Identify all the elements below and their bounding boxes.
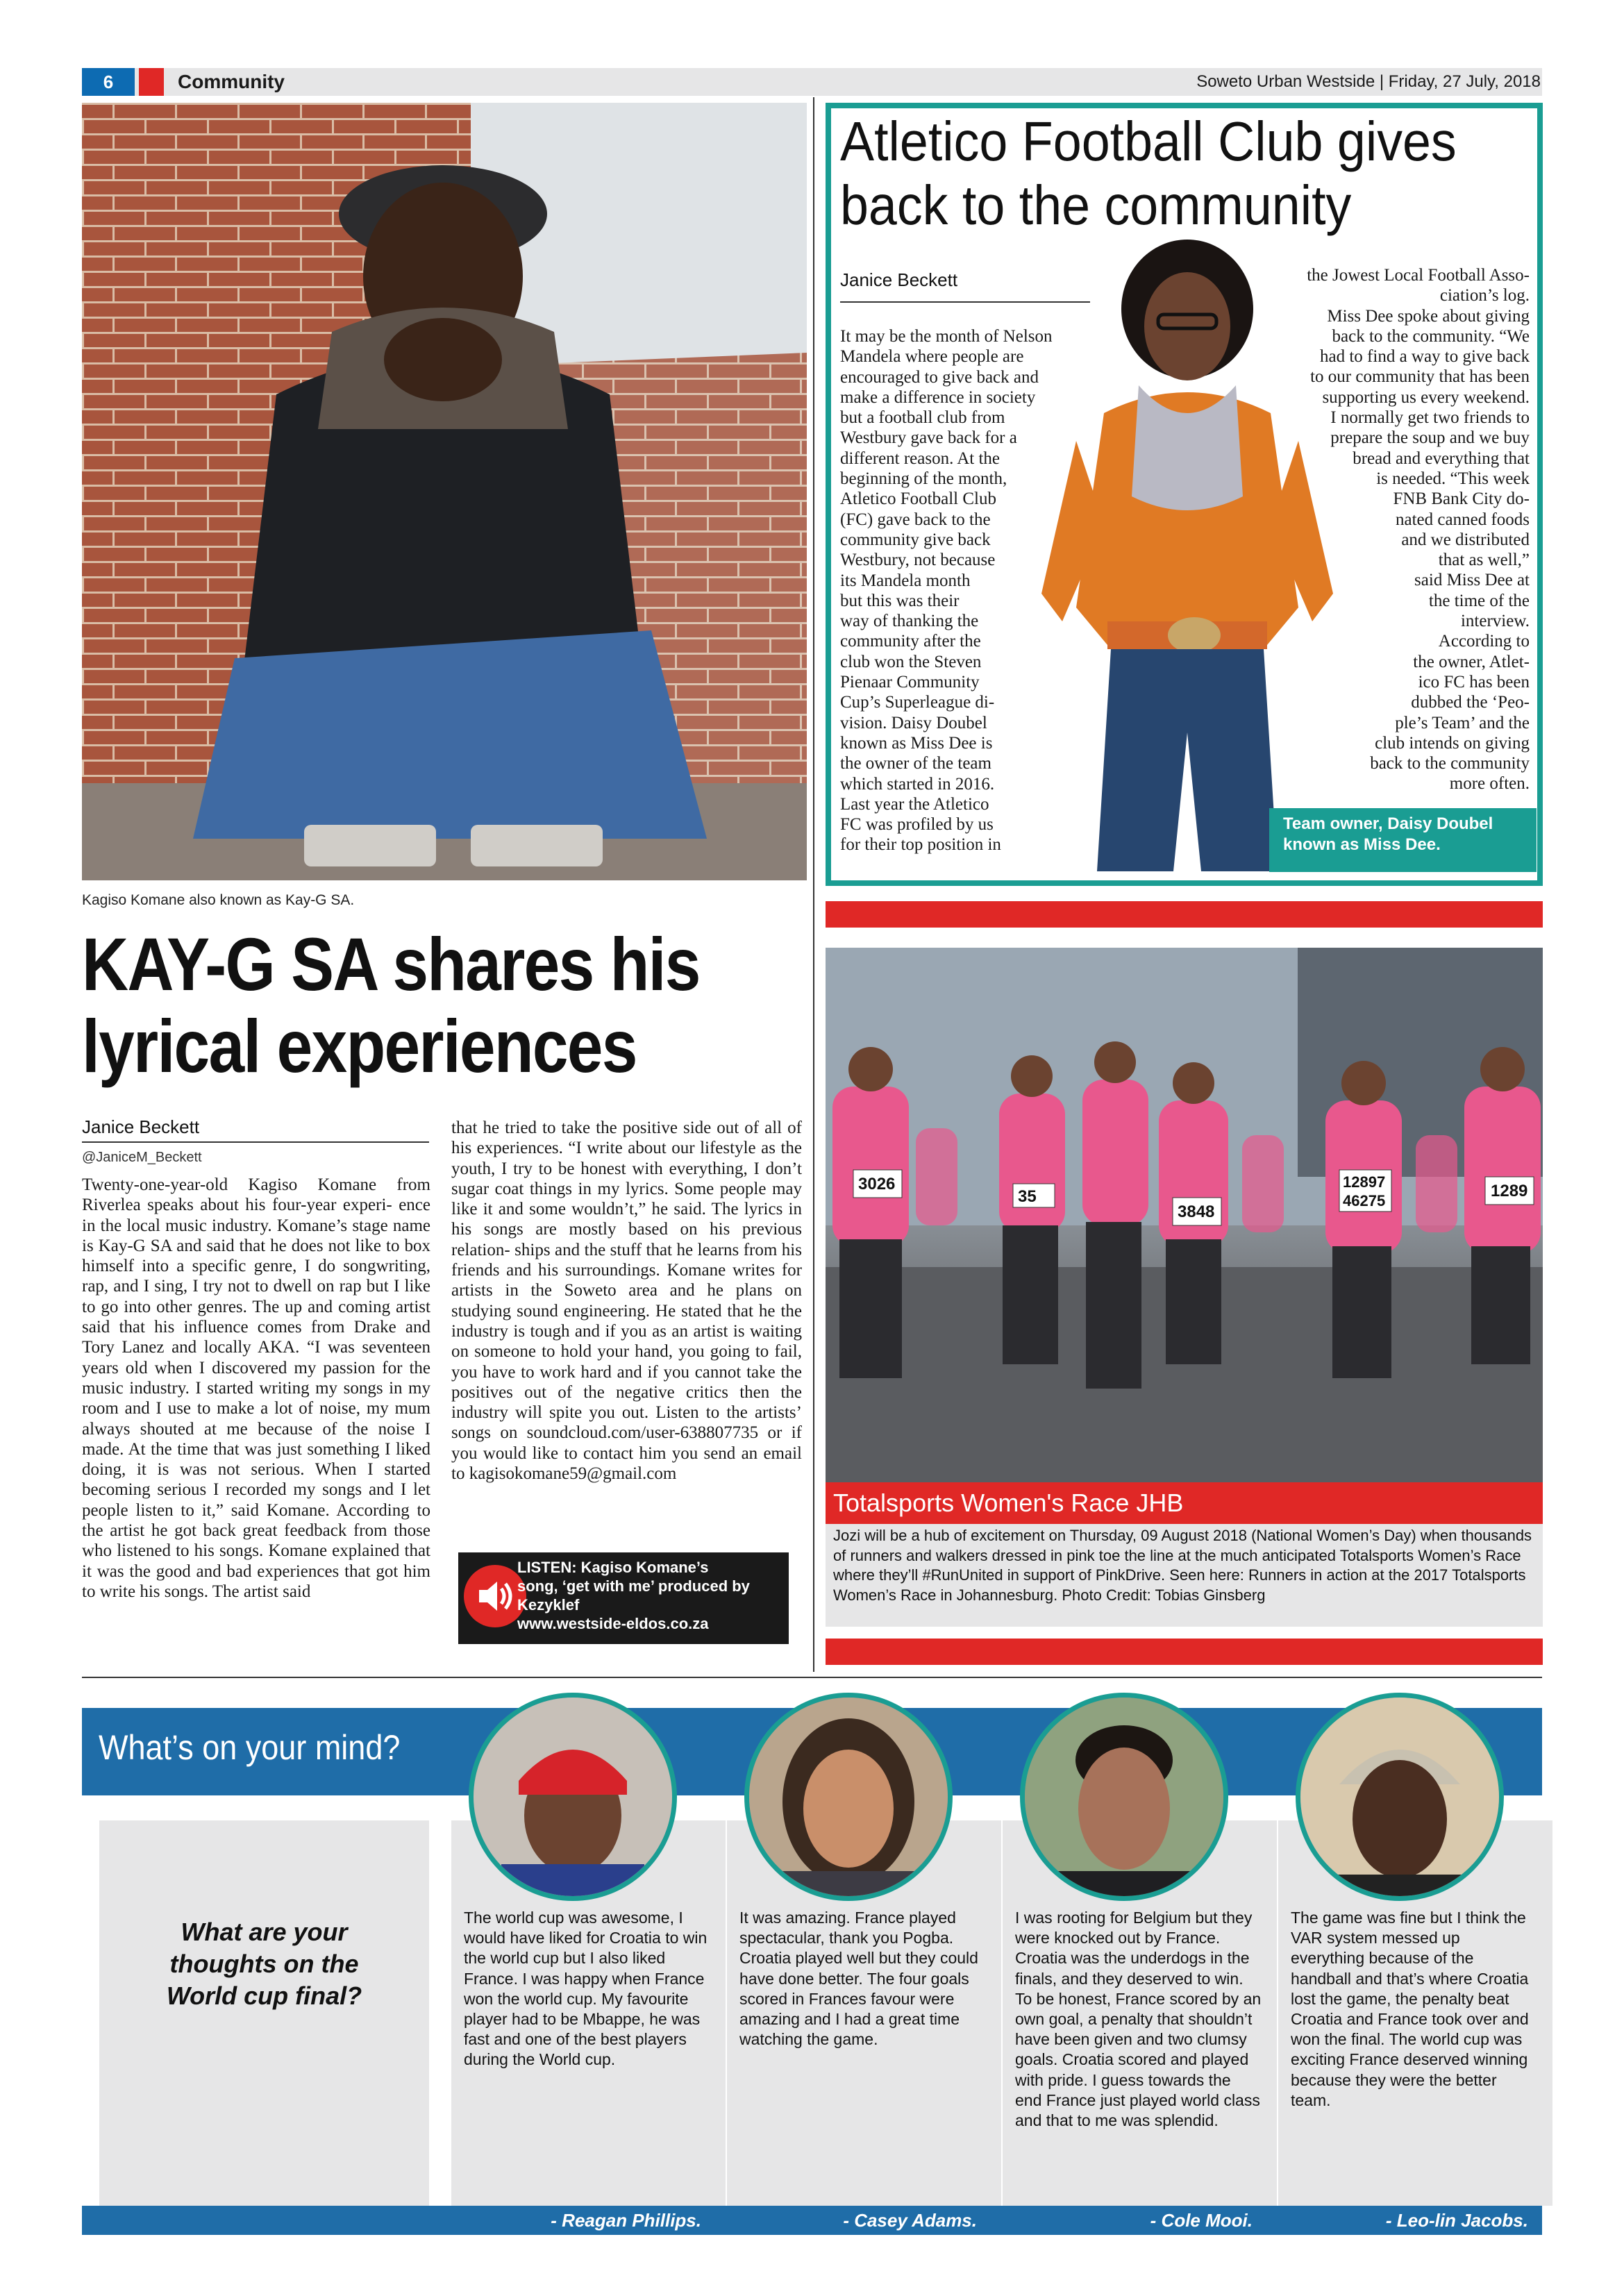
kayg-body-left: Twenty-one-year-old Kagiso Komane from Riverlea speaks about his four-year experi- ence in the local music industry. Komane’s stage name is Kay-G SA and said that he does not like to box himself into a specific genre, I do songwriting, rap, and I sing, I try not to dwell on rap but I like to go into other genres. The up and coming artist said that his influence comes from Drake and Tory Lanez and locally AKA. “I was seventeen years old when I discovered my passion for the music industry. I started writing my songs in my room and I use to make a lot of noise, my mum always shouted at me because of the noise I made. At the time that was just something I liked doing, it is was not serious. When I started becoming serious I recorded my songs and I let people listen to it,” said Komane. According to the artist he got back great feedback from those who listened to his songs. Komane explained that it was the good and bad experiences that got him to write his songs. The artist said xyxy=(82,1175,430,1601)
atletico-headline-line1: Atletico Football Club gives xyxy=(840,110,1457,172)
kayg-photo-caption: Kagiso Komane also known as Kay-G SA. xyxy=(82,892,355,908)
kayg-photo xyxy=(82,103,807,880)
race-photo-illustration xyxy=(826,948,1543,1482)
kayg-byline: Janice Beckett xyxy=(82,1116,200,1137)
race-bottom-bar xyxy=(826,1639,1543,1665)
atletico-headline-line2: back to the community xyxy=(840,174,1352,236)
atletico-body-right: the Jowest Local Football Asso- ciation’s log. Miss Dee spoke about giving back to the community. “We had to find a way to give back to our community that has been supporting us every weekend. I normally get two friends to prepare the soup and we buy bread and everything that is needed. “This week FNB Bank City do- nated canned foods and we distributed that as well,” said Miss Dee at the time of the interview. According to the owner, Atlet- ico FC has been dubbed the ‘Peo- ple’s Team’ and the club intends on giving back to the community more often. xyxy=(1307,266,1530,794)
atletico-headline xyxy=(840,110,1537,237)
section-label: Community xyxy=(178,71,285,92)
response-name-4: - Leo-lin Jacobs. xyxy=(1385,2210,1528,2231)
dateline: Soweto Urban Westside | Friday, 27 July, 2018 xyxy=(1196,72,1541,91)
race-caption: Jozi will be a hub of excitement on Thursday, 09 August 2018 (National Women’s Day) when thousands of runners and walkers dressed in pink toe the line at the much anticipated Totalsports Women’s Race where they’ll #RunUnited in support of PinkDrive. Seen here: Runners in action at the 2017 Totalsports Women’s Race in Johannesburg. Photo Credit: Tobias Ginsberg xyxy=(833,1527,1532,1604)
kayg-headline-line2: lyrical experiences xyxy=(82,1004,637,1088)
response-text-1: The world cup was awesome, I would have liked for Croatia to win the world cup but I also liked France. I was happy when France won the world cup. My favourite player had to be Mbappe, he was fast and one of the best players during the World cup. xyxy=(464,1909,708,2069)
avatar-cole-image xyxy=(1025,1698,1223,1896)
byline-rule xyxy=(82,1141,429,1143)
section-divider xyxy=(82,1677,1542,1678)
kayg-handle: @JaniceM_Beckett xyxy=(82,1150,202,1165)
race-title: Totalsports Women's Race JHB xyxy=(833,1489,1184,1517)
kayg-photo-illustration xyxy=(82,103,807,880)
avatar-reagan xyxy=(469,1693,677,1901)
listen-text: LISTEN: Kagiso Komane’s song, ‘get with me’ produced by Kezyklef www.westside-eldos.co.za xyxy=(517,1559,750,1632)
page-number: 6 xyxy=(82,68,135,96)
avatar-leolin xyxy=(1296,1693,1504,1901)
kayg-body-right: that he tried to take the positive side out of all of his experiences. “I write about our lifestyle as the youth, I try to be honest with everything, I don’t sugar coat things in my lyrics. Some people may like it and some wouldn’t,” he said. The lyrics in his songs are mostly based on his previous relation- ships and the stuff that he learns from his friends and his surroundings. Komane writes for artists in the Soweto area and he plans on studying sound engineering. He stated that he the industry is tough and if you as an artist is waiting on someone to hold your hand, you going to fail, you have to work hard and if you cannot take the positives out of the negative critics then the industry will spite you out. Listen to the artists’ songs on soundcloud.com/user-638807735 or if you would like to contact him you send an email to kagisokomane59@gmail.com xyxy=(451,1118,802,1484)
race-bib-2: 3848 xyxy=(1178,1203,1215,1221)
race-bib-1: 3026 xyxy=(858,1175,896,1193)
wom-title: What’s on your mind? xyxy=(99,1728,401,1767)
atletico-byline: Janice Beckett xyxy=(840,269,958,290)
response-text-4: The game was fine but I think the VAR system messed up everything because of the handball and that’s where Croatia lost the game, the penalty beat Croatia and France took over and won the final. The world cup was exciting France deserved winning because they were the better team. xyxy=(1291,1909,1529,2109)
race-bib-3: 12897 xyxy=(1343,1173,1386,1191)
avatar-casey-image xyxy=(749,1698,948,1896)
atletico-body-left: It may be the month of Nelson Mandela where people are encouraged to give back and make a difference in society but a football club from Westbury gave back for a different reason. At the beginning of the month, Atletico Football Club (FC) gave back to the community give back Westbury, not because its Mandela month but this was their way of thanking the community after the club won the Steven Pienaar Community Cup’s Superleague di- vision. Daisy Doubel known as Miss Dee is the owner of the team which started in 2016. Last year the Atletico FC was profiled by us for their top position in xyxy=(840,327,1053,855)
column-divider xyxy=(813,97,814,1672)
race-photo xyxy=(826,948,1543,1482)
kayg-headline-line1: KAY-G SA shares his xyxy=(82,922,700,1006)
race-bib-6: 35 xyxy=(1018,1187,1037,1206)
missdee-caption: Team owner, Daisy Doubel known as Miss Dee. xyxy=(1283,814,1493,854)
wom-question-box xyxy=(99,1820,429,2206)
avatar-leolin-image xyxy=(1300,1698,1499,1896)
response-name-3: - Cole Mooi. xyxy=(1150,2210,1253,2231)
race-bib-4: 46275 xyxy=(1343,1192,1386,1209)
wom-question: What are your thoughts on the World cup final? xyxy=(166,1918,362,2010)
avatar-cole xyxy=(1020,1693,1228,1901)
section-marker xyxy=(139,68,164,96)
avatar-casey xyxy=(744,1693,953,1901)
response-text-2: It was amazing. France played spectacular, thank you Pogba. Croatia played well but they could have done better. The four goals scored in Frances favour were amazing and I had a great time watching the game. xyxy=(739,1909,978,2049)
race-bib-5: 1289 xyxy=(1491,1182,1528,1200)
response-name-2: - Casey Adams. xyxy=(843,2210,977,2231)
kayg-headline xyxy=(82,923,805,1087)
race-top-bar xyxy=(826,901,1543,928)
response-name-1: - Reagan Phillips. xyxy=(551,2210,701,2231)
response-text-3: I was rooting for Belgium but they were knocked out by France. Croatia was the underdogs in the finals, and they deserved to win. To be honest, France scored by an own goal, a penalty that shouldn’t have been given and two clumsy goals. Croatia scored and played with pride. I guess towards the end France just played world class and that to me was splendid. xyxy=(1015,1909,1262,2130)
avatar-reagan-image xyxy=(474,1698,672,1896)
